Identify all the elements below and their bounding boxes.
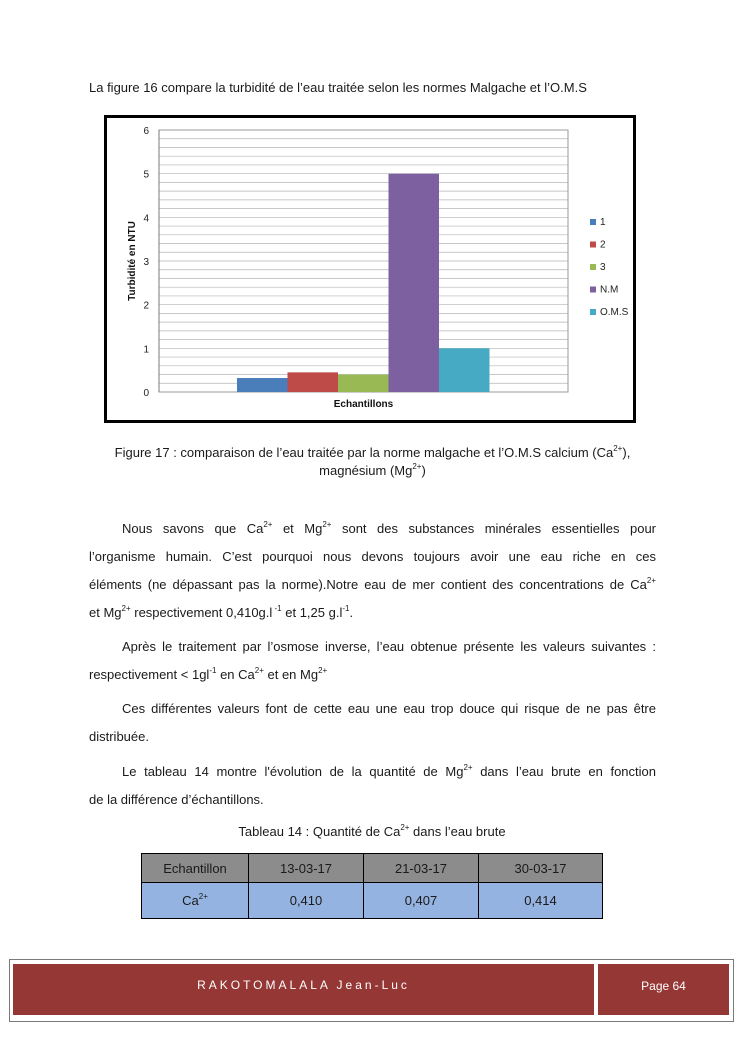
y-tick-label: 2 [143, 300, 149, 312]
x-axis-label: Echantillons [333, 399, 394, 410]
y-tick-label: 3 [143, 257, 149, 268]
y-tick-label: 5 [143, 169, 149, 181]
table-header-cell: 13-03-17 [249, 854, 364, 883]
bar-O.M.S [439, 348, 490, 392]
table-cell: 0,410 [249, 883, 364, 919]
y-tick-label: 6 [143, 126, 149, 137]
table-header-cell: Echantillon [142, 854, 249, 883]
y-tick-label: 1 [143, 344, 149, 356]
table-row [142, 883, 603, 919]
bar-2 [288, 372, 339, 392]
legend-label-3: 3 [600, 262, 606, 273]
paragraph-soft-water: Ces différentes valeurs font de cette eau une eau trop douce qui risque de ne pas être distribuée. [89, 701, 656, 744]
legend-label-N.M: N.M [600, 284, 619, 296]
footer-page-box [598, 964, 729, 1015]
footer-author-box [13, 964, 594, 1015]
bar-N.M [389, 174, 440, 392]
table-cell: 0,414 [479, 883, 603, 919]
legend-label-1: 1 [600, 217, 606, 228]
legend-label-O.M.S: O.M.S [600, 307, 629, 318]
legend-label-2: 2 [600, 239, 606, 251]
footer-author: RAKOTOMALALA Jean-Luc [197, 978, 410, 992]
turbidity-chart [104, 115, 636, 423]
paragraph-table-intro: Le tableau 14 montre l'évolution de la quantité de $Mg^{2+}$ dans l’eau brute en fonction de la différence d’échantillons. [89, 763, 656, 807]
legend-swatch-1 [590, 219, 596, 225]
y-axis-label: Turbidité en NTU [127, 221, 138, 301]
calcium-table [141, 853, 603, 919]
table-caption: Tableau 14 : Quantité de $Ca^{2+}$ dans l’eau brute [238, 823, 506, 839]
figure-caption: Figure 17 : comparaison de l’eau traitée par la norme malgache et l’O.M.S calcium $(Ca^{2+})$, magnésium $(Mg^{2+})$ [114, 444, 631, 478]
legend-swatch-2 [590, 242, 596, 248]
table-cell: 0,407 [364, 883, 479, 919]
table-header-cell: 21-03-17 [364, 854, 479, 883]
y-tick-label: 4 [143, 213, 149, 225]
table-row-label: $Ca^{2+}$ [142, 883, 249, 919]
legend-swatch-N.M [590, 287, 596, 293]
intro-text: La figure 16 compare la turbidité de l’eau traitée selon les normes Malgache et l’O.M.S [89, 80, 587, 95]
bar-3 [338, 375, 389, 392]
y-tick-label: 0 [143, 388, 149, 399]
legend-swatch-3 [590, 264, 596, 270]
bar-1 [237, 378, 288, 392]
paragraph-minerals: Nous savons que $Ca^{2+}$ et $Mg^{2+}$ sont des substances minérales essentielles pour l’organisme humain. C’est pourquoi nous devons toujours avoir une eau riche en ces éléments (ne dépassant pas la norme).Notre eau de mer contient des concentrations de $Ca^{2+}$ et $Mg^{2+}$ respectivement 0,410g.l $^{-1}$ et 1,25 $g.l^{-1}$. [89, 520, 657, 620]
paragraph-osmosis: Après le traitement par l’osmose inverse, l’eau obtenue présente les valeurs suivantes : respectivement < $1gl^{-1}$ en $Ca^{2+}$ et en $Mg^{2+}$ [89, 639, 656, 682]
legend-swatch-O.M.S [590, 309, 596, 315]
table-header-row [142, 854, 603, 883]
chart-canvas [107, 118, 633, 420]
page-number: Page 64 [641, 979, 686, 993]
table-header-cell: 30-03-17 [479, 854, 603, 883]
